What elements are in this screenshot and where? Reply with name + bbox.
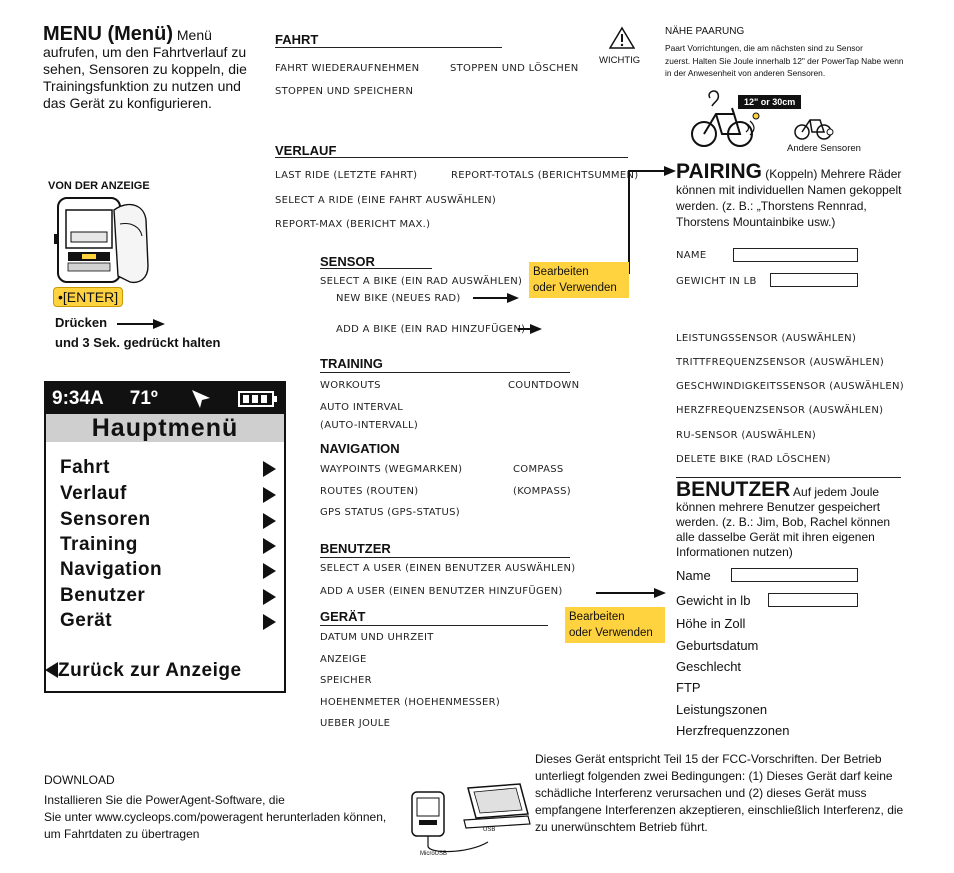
near-pairing-line: zuerst. Halten Sie Joule innerhalb 12" der PowerTap Nabe wenn: [665, 55, 904, 66]
section-header-navigation: NAVIGATION: [320, 441, 400, 456]
divider: [275, 157, 628, 158]
pairing-title: PAIRING: [676, 160, 762, 183]
screen-title: Hauptmenü: [46, 414, 284, 442]
user-field-label: Name: [676, 568, 711, 583]
menu-item-benutzer[interactable]: Benutzer: [60, 585, 146, 606]
fahrt-item: STOPPEN UND LÖSCHEN: [450, 63, 579, 74]
user-field-label: Herzfrequenzzonen: [676, 723, 790, 738]
pairing-name-field[interactable]: [733, 248, 858, 262]
geraet-item: UEBER JOULE: [320, 718, 391, 729]
menu-intro-title: MENU (Menü): [43, 23, 173, 45]
geraet-item: HOEHENMETER (HOEHENMESSER): [320, 697, 501, 708]
navigation-item: ROUTES (ROUTEN): [320, 486, 419, 497]
section-header-sensor: SENSOR: [320, 254, 375, 269]
press-arrow: [117, 318, 165, 330]
download-line: Sie unter www.cycleops.com/poweragent herunterladen können,: [44, 810, 387, 824]
section-header-training: TRAINING: [320, 356, 383, 371]
verlauf-item: REPORT-TOTALS (BERICHTSUMMEN): [451, 170, 639, 181]
menu-intro: [43, 23, 253, 112]
navigation-item: (KOMPASS): [513, 486, 571, 497]
download-line: um Fahrtdaten zu übertragen: [44, 827, 200, 841]
other-sensors-label: Andere Sensoren: [787, 143, 861, 154]
sensor-option: RU-SENSOR (AUSWÄHLEN): [676, 430, 817, 441]
micro-usb-label: MicroUSB: [420, 851, 448, 857]
menu-item-arrow-icon: [263, 563, 276, 579]
pairing-connector-arrow: [626, 163, 676, 277]
divider: [320, 372, 570, 373]
section-header-benutzer: BENUTZER: [320, 541, 391, 556]
sensor-option: GESCHWINDIGKEITSSENSOR (AUSWÄHLEN): [676, 381, 904, 392]
section-header-verlauf: VERLAUF: [275, 143, 337, 158]
status-bar: [46, 383, 284, 414]
sensor-option: HERZFREQUENZSENSOR (AUSWÄHLEN): [676, 405, 884, 416]
user-weight-field[interactable]: [768, 593, 858, 607]
menu-item-arrow-icon: [263, 487, 276, 503]
add-bike-arrow: [518, 323, 542, 335]
warning-icon: [609, 26, 635, 50]
menu-item-arrow-icon: [263, 513, 276, 529]
navigation-item: WAYPOINTS (WEGMARKEN): [320, 464, 463, 475]
sensor-option: TRITTFREQUENZSENSOR (AUSWÄHLEN): [676, 357, 885, 368]
menu-intro-text: aufrufen, um den Fahrtverlauf zu sehen, Sensoren zu koppeln, die Trainingsfunktion zu nutzen und das Gerät zu konfigurieren.: [43, 44, 247, 111]
user-field-label: Höhe in Zoll: [676, 616, 746, 631]
geraet-item: ANZEIGE: [320, 654, 367, 665]
hold-text: und 3 Sek. gedrückt halten: [55, 335, 221, 350]
back-arrow-icon: [45, 662, 58, 678]
device-press-illustration: [48, 196, 158, 286]
verlauf-item: SELECT A RIDE (EINE FAHRT AUSWÄHLEN): [275, 195, 497, 206]
pairing-block: [676, 160, 908, 230]
add-user-arrow: [596, 587, 666, 599]
verlauf-item: LAST RIDE (LETZTE FAHRT): [275, 170, 418, 181]
section-header-fahrt: FAHRT: [275, 32, 319, 47]
user-field-label: Gewicht in lb: [676, 593, 751, 608]
usb-label: USB: [483, 827, 496, 833]
pairing-weight-label: GEWICHT IN LB: [676, 276, 757, 287]
sensor-item: ADD A BIKE (EIN RAD HINZUFÜGEN): [336, 324, 526, 335]
geraet-item: DATUM UND UHRZEIT: [320, 632, 434, 643]
user-name-field[interactable]: [731, 568, 858, 582]
sensor-option: DELETE BIKE (RAD LÖSCHEN): [676, 454, 831, 465]
user-field-label: FTP: [676, 680, 701, 695]
callout-line-1: Bearbeiten: [533, 266, 589, 278]
user-field-label: Leistungszonen: [676, 702, 768, 717]
sensor-item: SELECT A BIKE (EIN RAD AUSWÄHLEN): [320, 276, 523, 287]
benutzer-text-first: Auf jedem Joule: [793, 485, 880, 499]
time-readout: 9:34A: [52, 387, 104, 409]
training-item: (AUTO-INTERVALL): [320, 420, 419, 431]
sensor-option: LEISTUNGSSENSOR (AUSWÄHLEN): [676, 333, 857, 344]
benutzer-text: können mehrere Benutzer gespeichert werden. (z. B.: Jim, Bob, Rachel können alle dasselbe Gerät mit ihren eigenen Informationen nutzen): [676, 500, 891, 559]
new-bike-arrow: [473, 292, 519, 304]
callout-line-2: oder Verwenden: [569, 627, 653, 639]
fahrt-item: FAHRT WIEDERAUFNEHMEN: [275, 63, 420, 74]
navigation-item: COMPASS: [513, 464, 564, 475]
battery-icon: [238, 389, 278, 409]
device-screen: [44, 381, 286, 693]
pairing-text-first: (Koppeln) Mehrere Räder: [765, 167, 902, 181]
download-title: DOWNLOAD: [44, 773, 115, 787]
training-item: WORKOUTS: [320, 380, 381, 391]
usb-connection-illustration: [408, 780, 532, 858]
sensor-item: NEW BIKE (NEUES RAD): [336, 293, 461, 304]
menu-item-training[interactable]: Training: [60, 534, 138, 555]
near-pairing-title: NÄHE PAARUNG: [665, 26, 745, 37]
menu-item-fahrt[interactable]: Fahrt: [60, 457, 110, 478]
user-field-label: Geschlecht: [676, 659, 742, 674]
callout-edit-or-use-2: [565, 607, 665, 643]
gps-arrow-icon: [190, 388, 212, 410]
menu-item-geraet[interactable]: Gerät: [60, 610, 113, 631]
back-label: Zurück zur Anzeige: [58, 660, 242, 681]
menu-item-arrow-icon: [263, 461, 276, 477]
callout-line-1: Bearbeiten: [569, 611, 625, 623]
near-pairing-line: Paart Vorrichtungen, die am nächsten sind zu Sensor: [665, 43, 863, 53]
back-to-display-item[interactable]: [45, 660, 242, 682]
menu-item-arrow-icon: [263, 538, 276, 554]
pairing-text: können mit individuellen Namen gekoppelt werden. (z. B.: „Thorstens Rennrad, Thorstens Mountainbike usw.): [676, 183, 902, 229]
temperature-readout: 71º: [129, 387, 158, 409]
warning-label: WICHTIG: [599, 55, 641, 66]
training-item: COUNTDOWN: [508, 380, 580, 391]
divider: [320, 625, 548, 626]
user-field-label: Geburtsdatum: [676, 638, 759, 653]
menu-item-arrow-icon: [263, 589, 276, 605]
download-line: Installieren Sie die PowerAgent-Software, die: [44, 793, 285, 807]
menu-item-sensoren[interactable]: Sensoren: [60, 509, 151, 530]
callout-edit-or-use: [529, 262, 629, 298]
from-display-label: VON DER ANZEIGE: [48, 180, 150, 192]
divider: [320, 557, 570, 558]
pairing-name-label: NAME: [676, 250, 707, 261]
menu-item-verlauf[interactable]: Verlauf: [60, 483, 127, 504]
training-item: AUTO INTERVAL: [320, 402, 404, 413]
pairing-weight-field[interactable]: [770, 273, 858, 287]
navigation-item: GPS STATUS (GPS-STATUS): [320, 507, 460, 518]
divider: [320, 268, 432, 269]
enter-button-label: •[ENTER]: [53, 287, 123, 307]
menu-item-navigation[interactable]: Navigation: [60, 559, 163, 580]
benutzer-item: ADD A USER (EINEN BENUTZER HINZUFÜGEN): [320, 586, 563, 597]
menu-intro-first: Menü: [176, 27, 212, 43]
verlauf-item: REPORT-MAX (BERICHT MAX.): [275, 219, 431, 230]
press-text: Drücken: [55, 315, 108, 330]
callout-line-2: oder Verwenden: [533, 282, 617, 294]
benutzer-title: BENUTZER: [676, 478, 791, 501]
benutzer-item: SELECT A USER (EINEN BENUTZER AUSWÄHLEN): [320, 563, 576, 574]
fcc-notice: Dieses Gerät entspricht Teil 15 der FCC-Vorschriften. Der Betrieb unterliegt folgenden zwei Bedingungen: (1) Dieses Gerät darf keine schädliche Interferenz verursachen und (2) dieses Gerät muss empfangene Interferenzen akzeptieren, einschließlich Interferenz, die zu unerwünschtem Betrieb führt.: [535, 752, 904, 834]
benutzer-block: [676, 478, 904, 560]
near-pairing-text: [665, 42, 904, 80]
menu-item-arrow-icon: [263, 614, 276, 630]
fahrt-item: STOPPEN UND SPEICHERN: [275, 86, 414, 97]
divider: [275, 47, 502, 48]
near-pairing-line: in der Anwesenheit von anderen Sensoren.: [665, 68, 826, 78]
section-header-geraet: GERÄT: [320, 609, 366, 624]
distance-badge: 12" or 30cm: [738, 95, 801, 109]
geraet-item: SPEICHER: [320, 675, 372, 686]
download-text: [44, 792, 386, 843]
